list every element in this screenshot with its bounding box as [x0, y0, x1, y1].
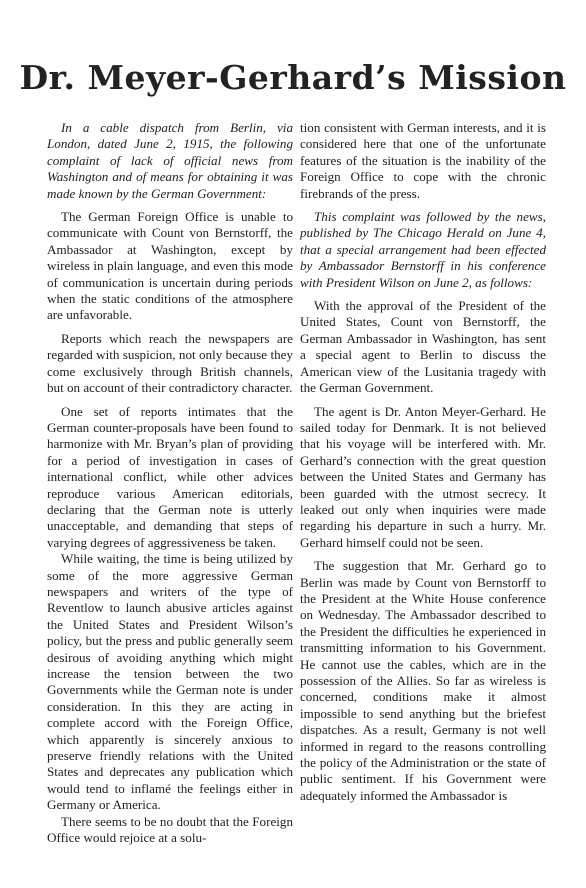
paragraph: The agent is Dr. Anton Meyer-Gerhard. He sailed today for Denmark. It is not believed that his voyage will be interfered with. Mr. Gerhard’s connection with the great question between the United States and Germany has been guarded with the utmost secrecy. It leaked out only when inquiries were made regarding his departure in such a hurry. Mr. Gerhard himself could not be seen.: [300, 403, 546, 550]
paragraph: One set of reports intimates that the German counter-proposals have been found to harmonize with Mr. Bryan’s plan of providing for a period of investigation in cases of international conflict, while other advices reproduce various American editorials, declaring that the German note is utterly unacceptable, and demanding that steps of varying degrees of aggressiveness be taken.: [47, 403, 293, 550]
continuation-paragraph: tion consistent with German interests, and it is considered here that one of the unfortunate features of the situation is the inability of the Foreign Office to cope with the chronic firebrands of the press.: [300, 120, 546, 201]
paragraph: With the approval of the President of the United States, Count von Bernstorff, the German Ambassador in Washington, has sent a special agent to Berlin to discuss the American view of the Lusitania tragedy with the German Government.: [300, 298, 546, 396]
paragraph: The German Foreign Office is unable to communicate with Count von Bernstorff, the Ambassador at Washington, except by wireless in plain language, and even this mode of communication is uncertain during periods when the static conditions of the atmosphere are unfavorable.: [47, 209, 293, 323]
paragraph: While waiting, the time is being utilized by some of the more aggressive German newspapers and writers of the type of Reventlow to launch abusive articles against the United States and President Wilson’s policy, but the press and public generally seem desirous of avoiding anything which might increase the tension between the two Governments while the German note is under consideration. In this they are acting in complete accord with the Foreign Office, which apparently is sincerely anxious to preserve friendly relations with the United States and deprecates any publication which would tend to inflamé the feelings either in Germany or America.: [47, 551, 293, 813]
intro-paragraph: In a cable dispatch from Berlin, via London, dated June 2, 1915, the following complaint of lack of official news from Washington and of means for obtaining it was made known by the German Government:: [47, 120, 293, 201]
intro-paragraph: This complaint was followed by the news, published by The Chicago Herald on June 4, that a special arrangement had been effected by Ambassador Bernstorff in his conference with President Wilson on June 2, as follows:: [300, 209, 546, 290]
left-column: [47, 120, 293, 846]
right-column: [300, 120, 546, 804]
page-title: Dr. Meyer-Gerhard’s Mission: [19, 58, 567, 97]
paragraph: There seems to be no doubt that the Foreign Office would rejoice at a solu-: [47, 813, 293, 846]
paragraph: Reports which reach the newspapers are regarded with suspicion, not only because they come exclusively through British channels, but on account of their contradictory character.: [47, 330, 293, 396]
paragraph: The suggestion that Mr. Gerhard go to Berlin was made by Count von Bernstorff to the President at the White House conference on Wednesday. The Ambassador described to the President the difficulties he experienced in transmitting information to his Government. He cannot use the cables, which are in the possession of the Allies. So far as wireless is concerned, conditions make it almost impossible to send anything but the briefest dispatches. As a result, Germany is not well informed in regard to the reasons controlling the policy of the Administration or the state of public sentiment. If his Government were adequately informed the Ambassador is: [300, 558, 546, 803]
